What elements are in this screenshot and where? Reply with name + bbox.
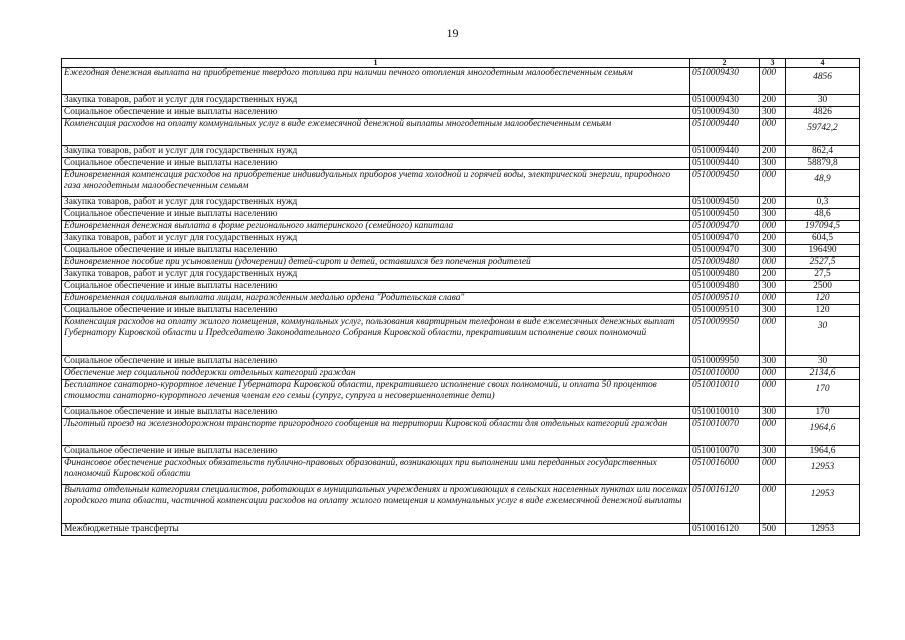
row-name: Межбюджетные трансферты <box>62 524 690 536</box>
table-row <box>62 281 860 293</box>
row-expense-type: 300 <box>760 446 786 458</box>
row-expense-type: 300 <box>760 305 786 317</box>
row-code: 0510009430 <box>690 68 760 95</box>
row-amount: 30 <box>786 95 860 107</box>
row-name: Единовременная социальная выплата лицам, награжденным медалью ордена "Родительская слава" <box>62 293 690 305</box>
row-expense-type: 000 <box>760 68 786 95</box>
row-amount: 170 <box>786 380 860 407</box>
row-code: 0510010070 <box>690 419 760 446</box>
row-amount: 170 <box>786 407 860 419</box>
row-code: 0510016120 <box>690 524 760 536</box>
row-expense-type: 300 <box>760 245 786 257</box>
row-name: Закупка товаров, работ и услуг для государственных нужд <box>62 233 690 245</box>
table-row <box>62 356 860 368</box>
row-name: Закупка товаров, работ и услуг для государственных нужд <box>62 269 690 281</box>
row-code: 0510016120 <box>690 485 760 524</box>
row-amount: 196490 <box>786 245 860 257</box>
row-expense-type: 000 <box>760 380 786 407</box>
row-name: Компенсация расходов на оплату коммунальных услуг в виде ежемесячной денежной выплаты многодетным малообеспеченным семьям <box>62 119 690 146</box>
table-row <box>62 233 860 245</box>
row-code: 0510009470 <box>690 245 760 257</box>
table-row <box>62 407 860 419</box>
row-amount: 120 <box>786 305 860 317</box>
row-name: Финансовое обеспечение расходных обязательств публично-правовых образований, возникающих при выполнении ими переданных государственных полномочий Кировской области <box>62 458 690 485</box>
table-row <box>62 269 860 281</box>
row-name: Единовременная компенсация расходов на приобретение индивидуальных приборов учета холодной и горячей воды, электрической энергии, природного газа многодетным малообеспеченным семьям <box>62 170 690 197</box>
row-name: Выплата отдельным категориям специалистов, работающих в муниципальных учреждениях и проживающих в сельских населенных пунктах или поселках городского типа области, частичной компенсации расходов на оплату жилого помещения и коммунальных услуг в виде ежемесячной денежной выплаты <box>62 485 690 524</box>
row-code: 0510009950 <box>690 317 760 356</box>
table-row <box>62 197 860 209</box>
row-code: 0510009440 <box>690 146 760 158</box>
row-code: 0510009450 <box>690 170 760 197</box>
row-amount: 30 <box>786 356 860 368</box>
row-code: 0510009510 <box>690 305 760 317</box>
row-expense-type: 200 <box>760 95 786 107</box>
row-name: Социальное обеспечение и иные выплаты населению <box>62 407 690 419</box>
row-expense-type: 200 <box>760 233 786 245</box>
row-code: 0510009440 <box>690 158 760 170</box>
row-code: 0510009510 <box>690 293 760 305</box>
row-amount: 48,9 <box>786 170 860 197</box>
row-amount: 48,6 <box>786 209 860 221</box>
row-code: 0510010070 <box>690 446 760 458</box>
table-row <box>62 68 860 95</box>
row-expense-type: 000 <box>760 317 786 356</box>
row-expense-type: 500 <box>760 524 786 536</box>
table-row <box>62 305 860 317</box>
row-name: Социальное обеспечение и иные выплаты населению <box>62 281 690 293</box>
row-name: Социальное обеспечение и иные выплаты населению <box>62 209 690 221</box>
row-amount: 2134,6 <box>786 368 860 380</box>
row-expense-type: 200 <box>760 146 786 158</box>
row-code: 0510010010 <box>690 380 760 407</box>
row-expense-type: 000 <box>760 485 786 524</box>
table-row <box>62 524 860 536</box>
row-name: Ежегодная денежная выплата на приобретение твердого топлива при наличии печного отопления многодетным малообеспеченным семьям <box>62 68 690 95</box>
row-name: Закупка товаров, работ и услуг для государственных нужд <box>62 197 690 209</box>
row-name: Социальное обеспечение и иные выплаты населению <box>62 158 690 170</box>
row-amount: 197094,5 <box>786 221 860 233</box>
row-name: Компенсация расходов на оплату жилого помещения, коммунальных услуг, пользования квартирным телефоном в виде ежемесячных денежных выплат Губернатору Кировской области и Председателю Законодательного Собрания Кировской области, прекратившим исполнение своих полномочий <box>62 317 690 356</box>
table-row <box>62 221 860 233</box>
table-header-row <box>62 59 860 68</box>
row-code: 0510009950 <box>690 356 760 368</box>
row-amount: 12953 <box>786 524 860 536</box>
row-code: 0510009480 <box>690 257 760 269</box>
table-row <box>62 368 860 380</box>
row-amount: 12953 <box>786 485 860 524</box>
header-name: 1 <box>62 59 690 68</box>
row-expense-type: 000 <box>760 368 786 380</box>
table-row <box>62 446 860 458</box>
row-amount: 2527,5 <box>786 257 860 269</box>
row-expense-type: 000 <box>760 419 786 446</box>
row-expense-type: 200 <box>760 269 786 281</box>
row-amount: 120 <box>786 293 860 305</box>
row-expense-type: 000 <box>760 170 786 197</box>
row-name: Социальное обеспечение и иные выплаты населению <box>62 305 690 317</box>
row-expense-type: 300 <box>760 281 786 293</box>
row-name: Закупка товаров, работ и услуг для государственных нужд <box>62 95 690 107</box>
table-row <box>62 293 860 305</box>
row-amount: 604,5 <box>786 233 860 245</box>
table-row <box>62 146 860 158</box>
row-amount: 58879,8 <box>786 158 860 170</box>
table-row <box>62 380 860 407</box>
row-amount: 1964,6 <box>786 419 860 446</box>
row-amount: 4856 <box>786 68 860 95</box>
row-expense-type: 300 <box>760 158 786 170</box>
header-code: 2 <box>690 59 760 68</box>
header-expense-type: 3 <box>760 59 786 68</box>
row-expense-type: 000 <box>760 119 786 146</box>
row-expense-type: 300 <box>760 107 786 119</box>
row-code: 0510016000 <box>690 458 760 485</box>
table-body <box>62 68 860 536</box>
row-name: Льготный проезд на железнодорожном транспорте пригородного сообщения на территории Кировской области для отдельных категорий граждан <box>62 419 690 446</box>
table-row <box>62 107 860 119</box>
row-amount: 4826 <box>786 107 860 119</box>
table-row <box>62 245 860 257</box>
header-amount: 4 <box>786 59 860 68</box>
table-row <box>62 170 860 197</box>
table-row <box>62 419 860 446</box>
row-name: Единовременное пособие при усыновлении (удочерении) детей-сирот и детей, оставшихся без попечения родителей <box>62 257 690 269</box>
row-code: 0510010010 <box>690 407 760 419</box>
row-name: Бесплатное санаторно-курортное лечение Губернатора Кировской области, прекратившего исполнение своих полномочий, и оплата 50 процентов стоимости санаторно-курортного лечения членам его семьи (супруг, супруга и несовершеннолетние дети) <box>62 380 690 407</box>
row-expense-type: 300 <box>760 209 786 221</box>
row-expense-type: 300 <box>760 356 786 368</box>
row-expense-type: 000 <box>760 458 786 485</box>
row-code: 0510009470 <box>690 233 760 245</box>
row-name: Обеспечение мер социальной поддержки отдельных категорий граждан <box>62 368 690 380</box>
row-code: 0510009480 <box>690 281 760 293</box>
row-code: 0510010000 <box>690 368 760 380</box>
row-amount: 1964,6 <box>786 446 860 458</box>
row-code: 0510009450 <box>690 209 760 221</box>
table-row <box>62 317 860 356</box>
row-expense-type: 000 <box>760 221 786 233</box>
row-amount: 30 <box>786 317 860 356</box>
row-expense-type: 000 <box>760 293 786 305</box>
table-row <box>62 119 860 146</box>
row-name: Социальное обеспечение и иные выплаты населению <box>62 107 690 119</box>
row-code: 0510009430 <box>690 95 760 107</box>
table-row <box>62 95 860 107</box>
row-amount: 862,4 <box>786 146 860 158</box>
row-expense-type: 000 <box>760 257 786 269</box>
row-name: Единовременная денежная выплата в форме регионального материнского (семейного) капитала <box>62 221 690 233</box>
row-name: Закупка товаров, работ и услуг для государственных нужд <box>62 146 690 158</box>
budget-table <box>61 58 860 536</box>
row-expense-type: 200 <box>760 197 786 209</box>
row-amount: 59742,2 <box>786 119 860 146</box>
row-amount: 0,3 <box>786 197 860 209</box>
row-code: 0510009440 <box>690 119 760 146</box>
page-number: 19 <box>446 26 459 40</box>
row-amount: 2500 <box>786 281 860 293</box>
row-amount: 27,5 <box>786 269 860 281</box>
row-code: 0510009430 <box>690 107 760 119</box>
row-name: Социальное обеспечение и иные выплаты населению <box>62 356 690 368</box>
row-name: Социальное обеспечение и иные выплаты населению <box>62 446 690 458</box>
table-row <box>62 485 860 524</box>
table-row <box>62 209 860 221</box>
row-code: 0510009480 <box>690 269 760 281</box>
row-code: 0510009470 <box>690 221 760 233</box>
table-row <box>62 458 860 485</box>
row-name: Социальное обеспечение и иные выплаты населению <box>62 245 690 257</box>
row-code: 0510009450 <box>690 197 760 209</box>
row-amount: 12953 <box>786 458 860 485</box>
table-row <box>62 158 860 170</box>
row-expense-type: 300 <box>760 407 786 419</box>
table-row <box>62 257 860 269</box>
